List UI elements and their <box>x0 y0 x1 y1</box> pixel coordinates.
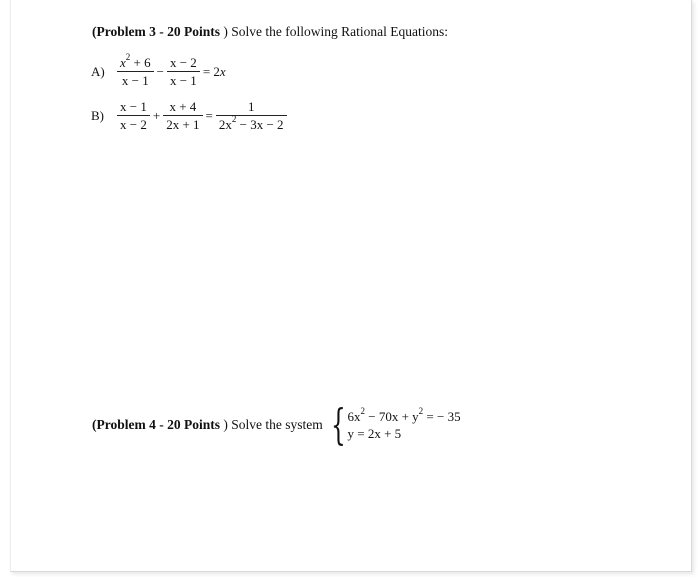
system-equation-2: y = 2x + 5 <box>347 426 402 441</box>
equals-sign: = <box>205 107 213 123</box>
equation-b-fraction-1-denominator: x − 2 <box>120 117 147 132</box>
equation-b-fraction-3 <box>216 98 287 133</box>
problem-4-heading <box>92 417 323 433</box>
equation-a-fraction-2-denominator: x − 1 <box>169 73 197 88</box>
equation-a-fraction-1-numerator: $x^2 + 6$ <box>120 51 151 70</box>
equation-b-fraction-2-numerator: x + 4 <box>169 99 197 114</box>
equation-b-fraction-2 <box>163 98 202 133</box>
problem-4-heading-text: ) Solve the system <box>223 417 323 432</box>
problem-3-heading-text: ) Solve the following Rational Equations: <box>223 24 448 39</box>
problem-4 <box>92 400 461 449</box>
equation-b-fraction-1-numerator: x − 1 <box>120 99 147 114</box>
equation-a <box>91 51 229 89</box>
equation-b-fraction-1 <box>117 98 150 133</box>
system-brace: { <box>330 400 346 449</box>
document-page <box>10 0 692 572</box>
problem-3-heading-bold: (Problem 3 - 20 Points <box>92 24 220 39</box>
minus-sign: − <box>156 63 164 79</box>
equation-b-fraction-3-numerator: 1 <box>247 99 255 114</box>
equation-a-fraction-2 <box>167 54 200 89</box>
problem-3-heading <box>92 24 448 40</box>
problem-4-heading-bold: (Problem 4 - 20 Points <box>92 417 220 432</box>
equation-a-fraction-2-numerator: x − 2 <box>169 55 197 70</box>
equation-a-fraction-1 <box>117 51 154 89</box>
system-equation-1: $6x^2 - 70x + y^2$ = − 35 <box>347 405 461 424</box>
equation-system <box>347 405 461 442</box>
equation-b <box>91 98 287 133</box>
equation-b-label: B) <box>91 107 104 123</box>
equation-a-fraction-1-denominator: x − 1 <box>121 73 149 88</box>
equation-a-rhs: = 2x <box>202 63 226 79</box>
plus-sign: + <box>152 107 161 123</box>
equation-b-fraction-2-denominator: 2x + 1 <box>166 117 200 132</box>
equation-b-fraction-3-denominator: $2x^2 - 3x - 2$ <box>218 113 284 132</box>
equation-a-label: A) <box>91 63 105 79</box>
